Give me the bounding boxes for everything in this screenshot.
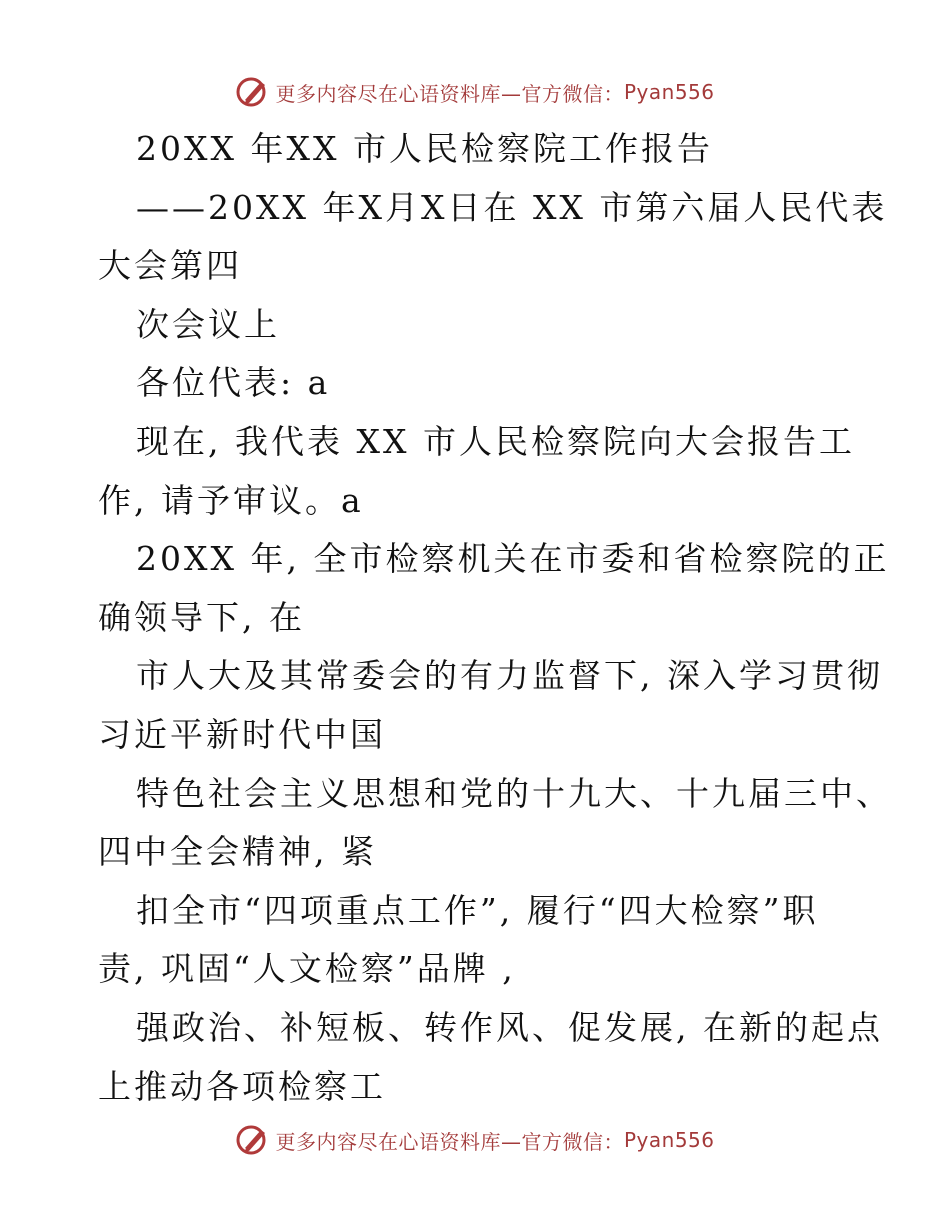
text-line: 强政治、补短板、转作风、促发展, 在新的起点	[136, 1007, 883, 1047]
text-line: 特色社会主义思想和党的十九大、十九届三中、	[136, 773, 892, 813]
text-line: 扣全市“四项重点工作”, 履行“四大检察”职	[136, 890, 819, 930]
salutation-line: 各位代表: a	[136, 363, 331, 403]
watermark-text: 更多内容尽在心语资料库—官方微信：	[275, 1129, 624, 1154]
watermark-handle: Pyan556	[623, 80, 715, 104]
text-line: 市人大及其常委会的有力监督下, 深入学习贯彻	[136, 656, 883, 696]
pen-logo-icon	[235, 1122, 271, 1158]
text-line: 20XX 年, 全市检察机关在市委和省检察院的正	[136, 539, 890, 579]
footer-watermark	[0, 1120, 950, 1160]
text-line: 上推动各项检察工	[98, 1066, 386, 1106]
text-line: 现在, 我代表 XX 市人民检察院向大会报告工	[136, 421, 855, 461]
text-line: 责, 巩固“人文检察”品牌 ,	[98, 949, 516, 989]
subtitle-line: ——20XX 年X月X日在 XX 市第六届人民代表	[136, 187, 888, 227]
header-watermark	[0, 72, 950, 112]
text-line: 作, 请予审议。a	[98, 480, 364, 520]
text-line: 习近平新时代中国	[98, 714, 386, 754]
watermark-handle: Pyan556	[623, 1128, 715, 1152]
watermark-text: 更多内容尽在心语资料库—官方微信：	[275, 81, 624, 106]
pen-logo-icon	[235, 74, 271, 110]
text-line: 次会议上	[136, 304, 280, 344]
document-body	[98, 120, 892, 1116]
title-line: 20XX 年XX 市人民检察院工作报告	[136, 129, 713, 168]
text-line: 四中全会精神, 紧	[98, 832, 377, 872]
text-line: 确领导下, 在	[98, 597, 305, 637]
text-line: 大会第四	[98, 246, 242, 286]
